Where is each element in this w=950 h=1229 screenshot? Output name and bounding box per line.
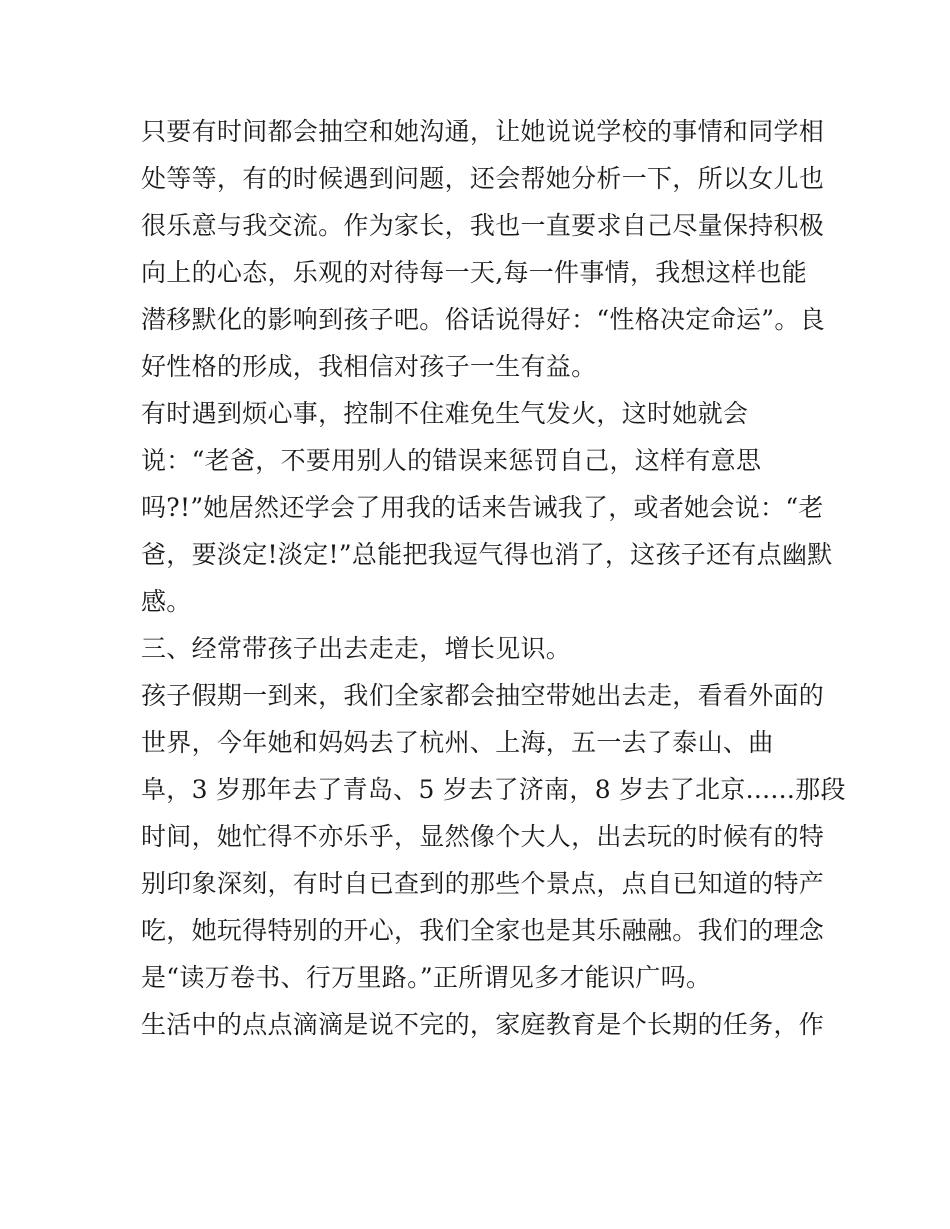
- text-line: 别印象深刻，有时自已查到的那些个景点，点自已知道的特产: [141, 869, 825, 898]
- text-line: 吃，她玩得特别的开心，我们全家也是其乐融融。我们的理念: [141, 916, 825, 945]
- text-line: 世界，今年她和妈妈去了杭州、上海，五一去了泰山、曲: [141, 728, 774, 757]
- text-line: 孩子假期一到来，我们全家都会抽空带她出去走，看看外面的: [141, 681, 825, 710]
- text-line: 很乐意与我交流。作为家长，我也一直要求自己尽量保持积极: [141, 211, 825, 240]
- text-line: 处等等，有的时候遇到问题，还会帮她分析一下，所以女儿也: [141, 164, 825, 193]
- section-heading: 三、经常带孩子出去走走，增长见识。: [141, 634, 572, 663]
- text-line: 好性格的形成，我相信对孩子一生有益。: [141, 352, 597, 381]
- text-line: 潜移默化的影响到孩子吧。俗话说得好：“性格决定命运”。良: [141, 305, 825, 334]
- text-line: 阜，3 岁那年去了青岛、5 岁去了济南，8 岁去了北京......那段: [141, 775, 846, 804]
- text-line: 吗?!”她居然还学会了用我的话来告诫我了，或者她会说：“老: [141, 493, 824, 522]
- body-text: [141, 108, 846, 1048]
- text-line: 时间，她忙得不亦乐乎，显然像个大人，出去玩的时候有的特: [141, 822, 825, 851]
- text-line: 是“读万卷书、行万里路。”正所谓见多才能识广吗。: [141, 963, 712, 992]
- text-line: 生活中的点点滴滴是说不完的，家庭教育是个长期的任务，作: [141, 1010, 825, 1039]
- text-line: 只要有时间都会抽空和她沟通，让她说说学校的事情和同学相: [141, 117, 825, 146]
- text-line: 感。: [141, 587, 192, 616]
- text-line: 有时遇到烦心事，控制不住难免生气发火，这时她就会: [141, 399, 749, 428]
- text-line: 爸，要淡定!淡定!”总能把我逗气得也消了，这孩子还有点幽默: [141, 540, 833, 569]
- text-line: 说：“老爸，不要用别人的错误来惩罚自己，这样有意思: [141, 446, 762, 475]
- text-line: 向上的心态，乐观的对待每一天,每一件事情，我想这样也能: [141, 258, 808, 287]
